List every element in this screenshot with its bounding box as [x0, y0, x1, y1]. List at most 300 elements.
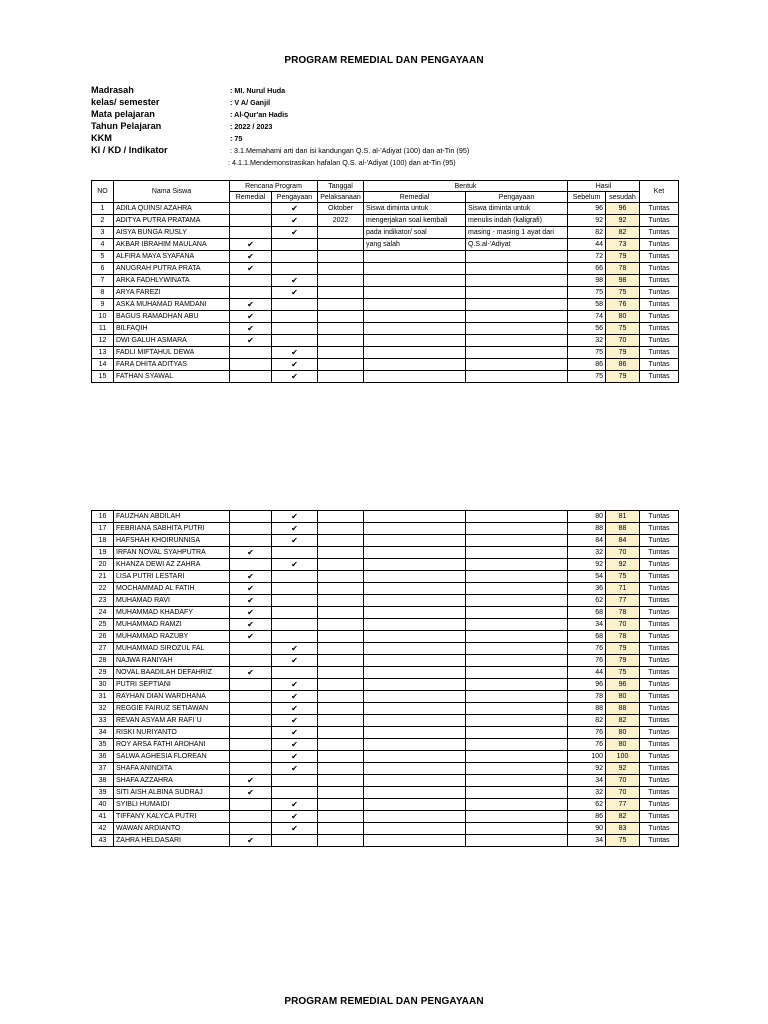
student-name: SHAFA AZZAHRA	[114, 775, 230, 787]
tanggal-cell	[318, 619, 364, 631]
status-ket: Tuntas	[640, 571, 679, 583]
table-row	[92, 335, 679, 347]
status-ket: Tuntas	[640, 511, 679, 523]
row-number: 5	[92, 251, 114, 263]
remedial-check	[230, 823, 272, 835]
score-before: 86	[568, 811, 606, 823]
pengayaan-check	[272, 787, 318, 799]
table-row	[92, 631, 679, 643]
score-after: 98	[606, 275, 640, 287]
bentuk-pengayaan-cell	[466, 511, 568, 523]
remedial-check	[230, 371, 272, 383]
student-name: FATHAN SYAWAL	[114, 371, 230, 383]
table-row	[92, 251, 679, 263]
pengayaan-check: ✔	[272, 359, 318, 371]
student-name: ARKA FADHLYWINATA	[114, 275, 230, 287]
row-number: 32	[92, 703, 114, 715]
pengayaan-check: ✔	[272, 523, 318, 535]
bentuk-pengayaan-cell	[466, 287, 568, 299]
bentuk-remedial-cell	[364, 275, 466, 287]
header-bentuk-pengayaan: Pengayaan	[466, 192, 568, 203]
table-row	[92, 347, 679, 359]
score-before: 54	[568, 571, 606, 583]
pengayaan-check: ✔	[272, 763, 318, 775]
student-name: ANUGRAH PUTRA PRATA	[114, 263, 230, 275]
remedial-check: ✔	[230, 787, 272, 799]
row-number: 31	[92, 691, 114, 703]
table-row	[92, 775, 679, 787]
table-row	[92, 511, 679, 523]
header-nama-siswa: Nama Siswa	[114, 181, 230, 203]
score-after: 79	[606, 371, 640, 383]
student-name: MOCHAMMAD AL FATIH	[114, 583, 230, 595]
bentuk-remedial-cell: mengerjakan soal kembali	[364, 215, 466, 227]
score-after: 75	[606, 323, 640, 335]
remedial-check: ✔	[230, 263, 272, 275]
student-name: REGGIE FAIRUZ SETIAWAN	[114, 703, 230, 715]
status-ket: Tuntas	[640, 739, 679, 751]
bentuk-pengayaan-cell	[466, 323, 568, 335]
score-after: 80	[606, 739, 640, 751]
tanggal-cell	[318, 275, 364, 287]
score-after: 70	[606, 787, 640, 799]
score-after: 78	[606, 607, 640, 619]
meta-value: : Al-Qur'an Hadis	[230, 109, 289, 119]
pengayaan-check	[272, 667, 318, 679]
bentuk-pengayaan-cell	[466, 619, 568, 631]
score-before: 82	[568, 715, 606, 727]
tanggal-cell	[318, 763, 364, 775]
row-number: 15	[92, 371, 114, 383]
bentuk-remedial-cell	[364, 511, 466, 523]
remedial-check: ✔	[230, 335, 272, 347]
table-body-page-2	[92, 511, 679, 847]
student-name: PUTRI SEPTIANI	[114, 679, 230, 691]
status-ket: Tuntas	[640, 323, 679, 335]
bentuk-remedial-cell	[364, 811, 466, 823]
score-before: 76	[568, 655, 606, 667]
bentuk-remedial-cell	[364, 607, 466, 619]
bentuk-pengayaan-cell	[466, 727, 568, 739]
meta-row-ki-kd	[91, 144, 691, 156]
score-after: 70	[606, 335, 640, 347]
pengayaan-check: ✔	[272, 691, 318, 703]
remedial-check	[230, 215, 272, 227]
bentuk-pengayaan-cell	[466, 679, 568, 691]
table-row	[92, 619, 679, 631]
bentuk-pengayaan-cell	[466, 715, 568, 727]
meta-row-mapel	[91, 108, 691, 120]
bentuk-pengayaan-cell	[466, 811, 568, 823]
score-after: 88	[606, 523, 640, 535]
page-title: PROGRAM REMEDIAL DAN PENGAYAAN	[284, 55, 484, 66]
pengayaan-check	[272, 547, 318, 559]
status-ket: Tuntas	[640, 335, 679, 347]
tanggal-cell	[318, 607, 364, 619]
bentuk-remedial-cell	[364, 751, 466, 763]
row-number: 1	[92, 203, 114, 215]
meta-label: KKM	[91, 133, 112, 143]
status-ket: Tuntas	[640, 311, 679, 323]
tanggal-cell	[318, 811, 364, 823]
status-ket: Tuntas	[640, 275, 679, 287]
student-name: MUHAMMAD RAMZI	[114, 619, 230, 631]
tanggal-cell	[318, 823, 364, 835]
row-number: 23	[92, 595, 114, 607]
bentuk-pengayaan-cell	[466, 667, 568, 679]
status-ket: Tuntas	[640, 823, 679, 835]
table-row	[92, 691, 679, 703]
meta-row-kkm	[91, 132, 691, 144]
row-number: 24	[92, 607, 114, 619]
header-sebelum: Sebelum	[568, 192, 606, 203]
bentuk-remedial-cell	[364, 571, 466, 583]
status-ket: Tuntas	[640, 691, 679, 703]
bentuk-remedial-cell	[364, 631, 466, 643]
pengayaan-check: ✔	[272, 287, 318, 299]
bentuk-pengayaan-cell	[466, 763, 568, 775]
score-before: 34	[568, 619, 606, 631]
remedial-check	[230, 523, 272, 535]
score-before: 86	[568, 359, 606, 371]
tanggal-cell	[318, 535, 364, 547]
tanggal-cell	[318, 335, 364, 347]
pengayaan-check: ✔	[272, 215, 318, 227]
score-before: 32	[568, 547, 606, 559]
bentuk-remedial-cell: Siswa diminta untuk	[364, 203, 466, 215]
table-row	[92, 583, 679, 595]
meta-label: Mata pelajaran	[91, 109, 155, 119]
score-before: 78	[568, 691, 606, 703]
score-after: 80	[606, 691, 640, 703]
row-number: 6	[92, 263, 114, 275]
score-before: 96	[568, 679, 606, 691]
tanggal-cell	[318, 571, 364, 583]
status-ket: Tuntas	[640, 287, 679, 299]
student-name: DWI GALUH ASMARA	[114, 335, 230, 347]
pengayaan-check: ✔	[272, 811, 318, 823]
pengayaan-check: ✔	[272, 799, 318, 811]
remedial-check	[230, 359, 272, 371]
score-after: 82	[606, 715, 640, 727]
score-after: 96	[606, 679, 640, 691]
student-name: FAUZHAN ABDILAH	[114, 511, 230, 523]
pengayaan-check: ✔	[272, 751, 318, 763]
row-number: 19	[92, 547, 114, 559]
student-name: AISYA BUNGA RUSLY	[114, 227, 230, 239]
row-number: 20	[92, 559, 114, 571]
student-name: ZAHRA HELDASARI	[114, 835, 230, 847]
tanggal-cell	[318, 775, 364, 787]
row-number: 30	[92, 679, 114, 691]
remedial-check	[230, 691, 272, 703]
student-name: SYIBLI HUMAIDI	[114, 799, 230, 811]
tanggal-cell: 2022	[318, 215, 364, 227]
remedial-check	[230, 511, 272, 523]
table-row	[92, 359, 679, 371]
pengayaan-check: ✔	[272, 727, 318, 739]
status-ket: Tuntas	[640, 607, 679, 619]
bentuk-pengayaan-cell	[466, 523, 568, 535]
pengayaan-check	[272, 775, 318, 787]
tanggal-cell	[318, 347, 364, 359]
status-ket: Tuntas	[640, 299, 679, 311]
student-name: FEBRIANA SABHITA PUTRI	[114, 523, 230, 535]
meta-label: kelas/ semester	[91, 97, 160, 107]
bentuk-pengayaan-cell	[466, 251, 568, 263]
score-after: 79	[606, 347, 640, 359]
pengayaan-check: ✔	[272, 535, 318, 547]
score-before: 82	[568, 227, 606, 239]
bentuk-pengayaan-cell	[466, 571, 568, 583]
score-after: 79	[606, 655, 640, 667]
bentuk-pengayaan-cell	[466, 643, 568, 655]
remedial-check	[230, 751, 272, 763]
pengayaan-check: ✔	[272, 227, 318, 239]
meta-row-madrasah	[91, 84, 691, 96]
score-before: 44	[568, 239, 606, 251]
row-number: 16	[92, 511, 114, 523]
bentuk-remedial-cell	[364, 347, 466, 359]
student-name: BILFAQIH	[114, 323, 230, 335]
score-before: 58	[568, 299, 606, 311]
bentuk-remedial-cell: pada indikator/ soal	[364, 227, 466, 239]
table-row	[92, 275, 679, 287]
bentuk-remedial-cell	[364, 371, 466, 383]
score-after: 70	[606, 619, 640, 631]
row-number: 29	[92, 667, 114, 679]
student-name: RISKI NURIYANTO	[114, 727, 230, 739]
meta-row-tahun	[91, 120, 691, 132]
remedial-check: ✔	[230, 547, 272, 559]
bentuk-pengayaan-cell	[466, 547, 568, 559]
bentuk-remedial-cell	[364, 263, 466, 275]
student-name: AKBAR IBRAHIM MAULANA	[114, 239, 230, 251]
score-before: 88	[568, 703, 606, 715]
bentuk-pengayaan-cell	[466, 607, 568, 619]
score-before: 32	[568, 335, 606, 347]
tanggal-cell	[318, 715, 364, 727]
status-ket: Tuntas	[640, 535, 679, 547]
meta-value: : 2022 / 2023	[230, 121, 273, 131]
tanggal-cell	[318, 511, 364, 523]
row-number: 40	[92, 799, 114, 811]
score-before: 88	[568, 523, 606, 535]
row-number: 12	[92, 335, 114, 347]
status-ket: Tuntas	[640, 595, 679, 607]
meta-value: : 75	[230, 133, 243, 143]
score-after: 81	[606, 511, 640, 523]
score-before: 96	[568, 203, 606, 215]
bentuk-pengayaan-cell	[466, 751, 568, 763]
header-no: NO	[92, 181, 114, 203]
remedial-check: ✔	[230, 571, 272, 583]
remedial-check	[230, 203, 272, 215]
header-pengayaan: Pengayaan	[272, 192, 318, 203]
tanggal-cell	[318, 359, 364, 371]
student-name: ROY ARSA FATHI ARDHANI	[114, 739, 230, 751]
meta-label: Tahun Pelajaran	[91, 121, 162, 131]
bentuk-remedial-cell	[364, 691, 466, 703]
remedial-check	[230, 715, 272, 727]
row-number: 41	[92, 811, 114, 823]
row-number: 28	[92, 655, 114, 667]
header-sesudah: sesudah	[606, 192, 640, 203]
score-before: 62	[568, 595, 606, 607]
score-after: 92	[606, 559, 640, 571]
score-before: 34	[568, 775, 606, 787]
row-number: 9	[92, 299, 114, 311]
status-ket: Tuntas	[640, 703, 679, 715]
score-before: 75	[568, 371, 606, 383]
score-after: 75	[606, 667, 640, 679]
tanggal-cell	[318, 655, 364, 667]
score-after: 73	[606, 239, 640, 251]
row-number: 10	[92, 311, 114, 323]
row-number: 43	[92, 835, 114, 847]
table-row	[92, 287, 679, 299]
score-before: 68	[568, 607, 606, 619]
table-row	[92, 607, 679, 619]
pengayaan-check: ✔	[272, 347, 318, 359]
row-number: 33	[92, 715, 114, 727]
score-before: 80	[568, 511, 606, 523]
score-before: 62	[568, 799, 606, 811]
score-after: 82	[606, 227, 640, 239]
tanggal-cell	[318, 691, 364, 703]
bentuk-remedial-cell	[364, 679, 466, 691]
tanggal-cell	[318, 547, 364, 559]
tanggal-cell	[318, 287, 364, 299]
tanggal-cell	[318, 739, 364, 751]
row-number: 3	[92, 227, 114, 239]
next-page-title: PROGRAM REMEDIAL DAN PENGAYAAN	[284, 996, 484, 1007]
remedial-check	[230, 227, 272, 239]
tanggal-cell	[318, 227, 364, 239]
pengayaan-check: ✔	[272, 511, 318, 523]
row-number: 35	[92, 739, 114, 751]
bentuk-remedial-cell	[364, 619, 466, 631]
status-ket: Tuntas	[640, 787, 679, 799]
header-hasil: Hasil	[568, 181, 640, 192]
remedial-check	[230, 559, 272, 571]
bentuk-remedial-cell	[364, 535, 466, 547]
bentuk-remedial-cell	[364, 523, 466, 535]
student-name: MUHAMAD RAVI	[114, 595, 230, 607]
row-number: 42	[92, 823, 114, 835]
bentuk-pengayaan-cell	[466, 631, 568, 643]
tanggal-cell	[318, 667, 364, 679]
student-name: SALWA AGHESIA FLOREAN	[114, 751, 230, 763]
tanggal-cell	[318, 523, 364, 535]
row-number: 27	[92, 643, 114, 655]
student-name: SITI AISH ALBINA SUDRAJ	[114, 787, 230, 799]
bentuk-remedial-cell	[364, 667, 466, 679]
table-row	[92, 643, 679, 655]
header-rencana-program: Rencana Program	[230, 181, 318, 192]
row-number: 38	[92, 775, 114, 787]
bentuk-remedial-cell	[364, 287, 466, 299]
table-row	[92, 835, 679, 847]
remedial-check	[230, 655, 272, 667]
row-number: 21	[92, 571, 114, 583]
bentuk-pengayaan-cell	[466, 739, 568, 751]
student-name: NOVAL BAADILAH DEFAHRIZ	[114, 667, 230, 679]
row-number: 36	[92, 751, 114, 763]
status-ket: Tuntas	[640, 727, 679, 739]
score-before: 92	[568, 559, 606, 571]
row-number: 25	[92, 619, 114, 631]
bentuk-remedial-cell	[364, 643, 466, 655]
score-before: 68	[568, 631, 606, 643]
status-ket: Tuntas	[640, 835, 679, 847]
score-before: 44	[568, 667, 606, 679]
remedial-check	[230, 799, 272, 811]
table-body-page-1	[92, 203, 679, 383]
bentuk-pengayaan-cell	[466, 559, 568, 571]
table-row	[92, 715, 679, 727]
tanggal-cell	[318, 799, 364, 811]
meta-value: : V A/ Ganjil	[230, 97, 271, 107]
bentuk-pengayaan-cell	[466, 535, 568, 547]
header-remedial: Remedial	[230, 192, 272, 203]
student-name: KHANZA DEWI AZ ZAHRA	[114, 559, 230, 571]
pengayaan-check: ✔	[272, 703, 318, 715]
remedial-check: ✔	[230, 251, 272, 263]
bentuk-remedial-cell	[364, 323, 466, 335]
table-row	[92, 263, 679, 275]
row-number: 22	[92, 583, 114, 595]
meta-row-kelas	[91, 96, 691, 108]
meta-extra-indicator: : 4.1.1.Mendemonstrasikan hafalan Q.S. al-'Adiyat (100) dan at-Tin (95)	[228, 157, 456, 167]
bentuk-remedial-cell	[364, 835, 466, 847]
bentuk-pengayaan-cell	[466, 335, 568, 347]
score-before: 100	[568, 751, 606, 763]
bentuk-remedial-cell	[364, 799, 466, 811]
meta-value: : MI. Nurul Huda	[230, 85, 286, 95]
pengayaan-check	[272, 583, 318, 595]
status-ket: Tuntas	[640, 655, 679, 667]
table-row	[92, 787, 679, 799]
remedial-check	[230, 811, 272, 823]
status-ket: Tuntas	[640, 371, 679, 383]
bentuk-pengayaan-cell	[466, 595, 568, 607]
bentuk-remedial-cell	[364, 763, 466, 775]
header-ket: Ket	[640, 181, 679, 203]
tanggal-cell	[318, 323, 364, 335]
bentuk-remedial-cell	[364, 359, 466, 371]
tanggal-cell	[318, 311, 364, 323]
student-name: WAWAN ARDIANTO	[114, 823, 230, 835]
bentuk-remedial-cell	[364, 655, 466, 667]
score-after: 77	[606, 799, 640, 811]
header-bentuk-remedial: Remedial	[364, 192, 466, 203]
tanggal-cell	[318, 643, 364, 655]
score-after: 75	[606, 571, 640, 583]
remedial-check	[230, 727, 272, 739]
tanggal-cell	[318, 583, 364, 595]
student-name: ADILA QUINSI AZAHRA	[114, 203, 230, 215]
student-name: MUHAMMAD RAZUBY	[114, 631, 230, 643]
score-before: 36	[568, 583, 606, 595]
bentuk-remedial-cell	[364, 703, 466, 715]
bentuk-remedial-cell	[364, 251, 466, 263]
score-after: 100	[606, 751, 640, 763]
bentuk-pengayaan-cell	[466, 263, 568, 275]
bentuk-remedial-cell	[364, 727, 466, 739]
student-name: BAGUS RAMADHAN ABU	[114, 311, 230, 323]
row-number: 34	[92, 727, 114, 739]
